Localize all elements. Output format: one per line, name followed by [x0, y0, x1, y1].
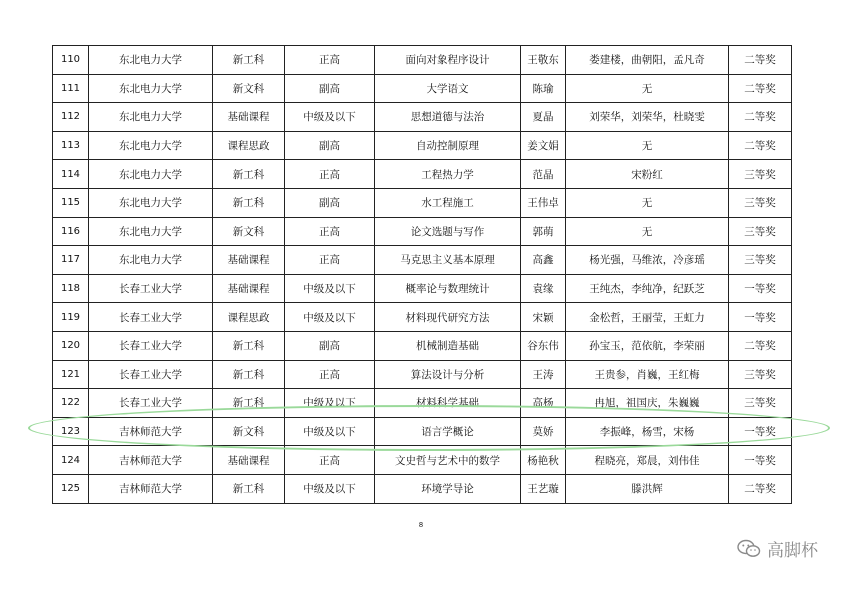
cell-university: 东北电力大学 — [89, 46, 213, 75]
table-row — [53, 160, 792, 189]
cell-university: 长春工业大学 — [89, 331, 213, 360]
cell-row-number: 111 — [53, 74, 89, 103]
cell-award: 三等奖 — [729, 188, 792, 217]
cell-title-level: 正高 — [285, 446, 375, 475]
cell-university: 东北电力大学 — [89, 188, 213, 217]
table-row — [53, 331, 792, 360]
cell-category: 新文科 — [213, 417, 285, 446]
cell-title-level: 中级及以下 — [285, 389, 375, 418]
cell-team-members: 程晓亮，郑晨，刘伟佳 — [566, 446, 729, 475]
cell-teacher: 谷东伟 — [521, 331, 566, 360]
cell-title-level: 正高 — [285, 46, 375, 75]
cell-university: 东北电力大学 — [89, 246, 213, 275]
cell-teacher: 范晶 — [521, 160, 566, 189]
cell-university: 长春工业大学 — [89, 360, 213, 389]
cell-course: 马克思主义基本原理 — [375, 246, 521, 275]
cell-team-members: 王贵参，肖巍，王红梅 — [566, 360, 729, 389]
cell-teacher: 王伟卓 — [521, 188, 566, 217]
cell-team-members: 孙宝玉，范依航，李荣丽 — [566, 331, 729, 360]
cell-team-members: 滕洪辉 — [566, 474, 729, 503]
cell-category: 新文科 — [213, 74, 285, 103]
table-row — [53, 188, 792, 217]
cell-award: 二等奖 — [729, 74, 792, 103]
cell-row-number: 112 — [53, 103, 89, 132]
cell-course: 机械制造基础 — [375, 331, 521, 360]
cell-teacher: 王敬东 — [521, 46, 566, 75]
cell-row-number: 121 — [53, 360, 89, 389]
cell-award: 二等奖 — [729, 131, 792, 160]
page-number: 8 — [418, 521, 424, 529]
cell-university: 东北电力大学 — [89, 217, 213, 246]
cell-row-number: 125 — [53, 474, 89, 503]
cell-university: 吉林师范大学 — [89, 446, 213, 475]
cell-row-number: 116 — [53, 217, 89, 246]
cell-award: 一等奖 — [729, 274, 792, 303]
table-row — [53, 103, 792, 132]
cell-course: 论文选题与写作 — [375, 217, 521, 246]
award-table — [52, 45, 792, 504]
cell-row-number: 115 — [53, 188, 89, 217]
table-row — [53, 46, 792, 75]
cell-award: 三等奖 — [729, 217, 792, 246]
cell-title-level: 中级及以下 — [285, 274, 375, 303]
cell-course: 大学语文 — [375, 74, 521, 103]
cell-team-members: 无 — [566, 74, 729, 103]
cell-award: 三等奖 — [729, 246, 792, 275]
cell-row-number: 114 — [53, 160, 89, 189]
cell-teacher: 郭萌 — [521, 217, 566, 246]
cell-category: 课程思政 — [213, 303, 285, 332]
cell-category: 基础课程 — [213, 274, 285, 303]
cell-teacher: 夏晶 — [521, 103, 566, 132]
cell-course: 思想道德与法治 — [375, 103, 521, 132]
table-row — [53, 74, 792, 103]
wechat-icon — [737, 539, 761, 559]
cell-university: 东北电力大学 — [89, 131, 213, 160]
cell-title-level: 正高 — [285, 360, 375, 389]
cell-team-members: 娄建楼，曲朝阳，孟凡奇 — [566, 46, 729, 75]
cell-category: 新文科 — [213, 217, 285, 246]
cell-team-members: 无 — [566, 131, 729, 160]
cell-title-level: 正高 — [285, 246, 375, 275]
cell-team-members: 王纯杰，李纯净，纪跃芝 — [566, 274, 729, 303]
table-row — [53, 417, 792, 446]
cell-teacher: 陈瑜 — [521, 74, 566, 103]
cell-university: 长春工业大学 — [89, 389, 213, 418]
cell-course: 材料现代研究方法 — [375, 303, 521, 332]
cell-award: 三等奖 — [729, 160, 792, 189]
cell-award: 一等奖 — [729, 446, 792, 475]
cell-team-members: 李振峰，杨雪，宋杨 — [566, 417, 729, 446]
cell-row-number: 110 — [53, 46, 89, 75]
cell-university: 东北电力大学 — [89, 74, 213, 103]
table-row — [53, 389, 792, 418]
cell-teacher: 王涛 — [521, 360, 566, 389]
cell-course: 语言学概论 — [375, 417, 521, 446]
cell-university: 长春工业大学 — [89, 274, 213, 303]
watermark-text: 高脚杯 — [767, 541, 818, 561]
table-row — [53, 246, 792, 275]
cell-course: 概率论与数理统计 — [375, 274, 521, 303]
cell-row-number: 123 — [53, 417, 89, 446]
cell-category: 基础课程 — [213, 246, 285, 275]
cell-title-level: 副高 — [285, 331, 375, 360]
cell-award: 二等奖 — [729, 474, 792, 503]
table-row — [53, 217, 792, 246]
table-row — [53, 446, 792, 475]
cell-course: 材料科学基础 — [375, 389, 521, 418]
table-row — [53, 303, 792, 332]
cell-category: 新工科 — [213, 474, 285, 503]
cell-team-members: 杨光强，马维浓，冷彦瑶 — [566, 246, 729, 275]
cell-award: 三等奖 — [729, 389, 792, 418]
cell-row-number: 118 — [53, 274, 89, 303]
cell-teacher: 宋颖 — [521, 303, 566, 332]
cell-teacher: 高杨 — [521, 389, 566, 418]
cell-row-number: 119 — [53, 303, 89, 332]
cell-category: 新工科 — [213, 389, 285, 418]
watermark — [737, 536, 818, 561]
cell-category: 基础课程 — [213, 446, 285, 475]
cell-row-number: 113 — [53, 131, 89, 160]
cell-title-level: 中级及以下 — [285, 303, 375, 332]
cell-course: 水工程施工 — [375, 188, 521, 217]
cell-team-members: 金松哲，王丽莹，王虹力 — [566, 303, 729, 332]
cell-row-number: 122 — [53, 389, 89, 418]
cell-course: 文史哲与艺术中的数学 — [375, 446, 521, 475]
cell-award: 二等奖 — [729, 46, 792, 75]
cell-category: 基础课程 — [213, 103, 285, 132]
cell-title-level: 中级及以下 — [285, 474, 375, 503]
cell-category: 新工科 — [213, 331, 285, 360]
cell-teacher: 袁缘 — [521, 274, 566, 303]
cell-title-level: 副高 — [285, 74, 375, 103]
cell-course: 自动控制原理 — [375, 131, 521, 160]
table-row — [53, 131, 792, 160]
cell-course: 算法设计与分析 — [375, 360, 521, 389]
cell-teacher: 杨艳秋 — [521, 446, 566, 475]
cell-award: 二等奖 — [729, 331, 792, 360]
cell-row-number: 117 — [53, 246, 89, 275]
cell-university: 东北电力大学 — [89, 103, 213, 132]
cell-team-members: 无 — [566, 188, 729, 217]
cell-teacher: 莫娇 — [521, 417, 566, 446]
cell-title-level: 副高 — [285, 131, 375, 160]
cell-teacher: 王艺璇 — [521, 474, 566, 503]
cell-university: 东北电力大学 — [89, 160, 213, 189]
cell-award: 一等奖 — [729, 417, 792, 446]
cell-award: 三等奖 — [729, 360, 792, 389]
cell-university: 吉林师范大学 — [89, 474, 213, 503]
cell-team-members: 无 — [566, 217, 729, 246]
cell-course: 工程热力学 — [375, 160, 521, 189]
cell-category: 新工科 — [213, 46, 285, 75]
cell-team-members: 宋粉红 — [566, 160, 729, 189]
cell-category: 课程思政 — [213, 131, 285, 160]
cell-category: 新工科 — [213, 360, 285, 389]
cell-title-level: 副高 — [285, 188, 375, 217]
cell-category: 新工科 — [213, 188, 285, 217]
table-row — [53, 474, 792, 503]
table-row — [53, 360, 792, 389]
cell-team-members: 冉旭，祖国庆，朱巍巍 — [566, 389, 729, 418]
cell-title-level: 正高 — [285, 217, 375, 246]
cell-university: 吉林师范大学 — [89, 417, 213, 446]
cell-row-number: 120 — [53, 331, 89, 360]
cell-team-members: 刘荣华，刘荣华，杜晓雯 — [566, 103, 729, 132]
cell-university: 长春工业大学 — [89, 303, 213, 332]
cell-course: 面向对象程序设计 — [375, 46, 521, 75]
cell-title-level: 正高 — [285, 160, 375, 189]
cell-award: 一等奖 — [729, 303, 792, 332]
cell-course: 环境学导论 — [375, 474, 521, 503]
cell-title-level: 中级及以下 — [285, 417, 375, 446]
cell-title-level: 中级及以下 — [285, 103, 375, 132]
cell-teacher: 高鑫 — [521, 246, 566, 275]
table-row — [53, 274, 792, 303]
cell-row-number: 124 — [53, 446, 89, 475]
cell-teacher: 姜文娟 — [521, 131, 566, 160]
cell-award: 二等奖 — [729, 103, 792, 132]
cell-category: 新工科 — [213, 160, 285, 189]
